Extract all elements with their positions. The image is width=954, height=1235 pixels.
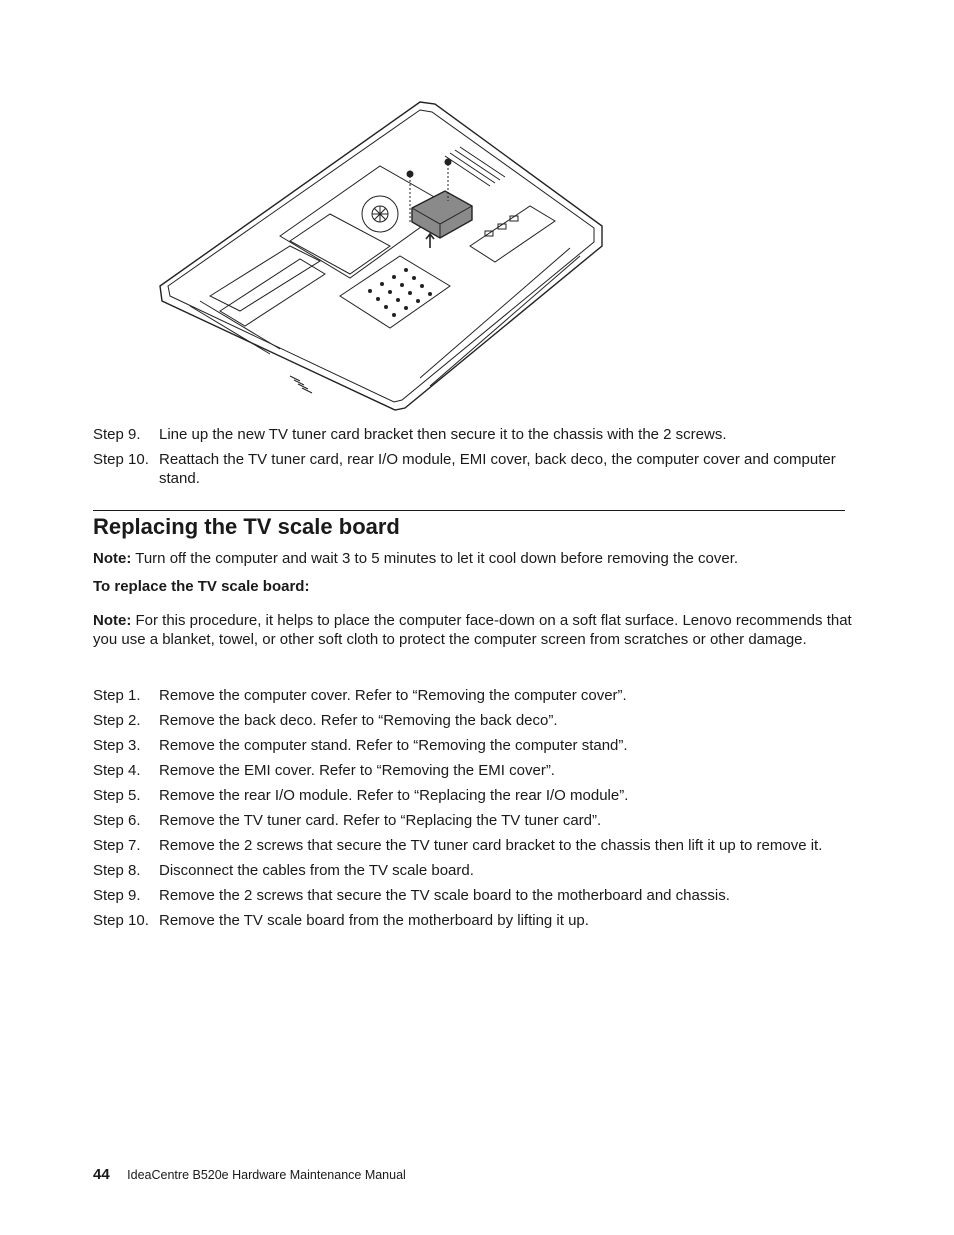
step-item (93, 425, 853, 444)
procedure-heading: To replace the TV scale board: (93, 578, 310, 595)
step-number: Step 7. (93, 837, 141, 854)
step-item (93, 761, 853, 780)
step-text: Remove the back deco. Refer to “Removing the back deco”. (159, 712, 558, 729)
step-text: Remove the TV scale board from the motherboard by lifting it up. (159, 912, 589, 929)
page-number: 44 (93, 1166, 110, 1183)
step-text: Remove the rear I/O module. Refer to “Replacing the rear I/O module”. (159, 787, 629, 804)
step-number: Step 6. (93, 812, 141, 829)
step-number: Step 9. (93, 426, 141, 443)
step-item (93, 811, 853, 830)
step-text: Remove the TV tuner card. Refer to “Replacing the TV tuner card”. (159, 812, 602, 829)
step-item (93, 836, 853, 855)
step-text: Remove the 2 screws that secure the TV scale board to the motherboard and chassis. (159, 887, 730, 904)
step-text: Line up the new TV tuner card bracket then secure it to the chassis with the 2 screws. (159, 426, 727, 443)
step-item (93, 786, 853, 805)
note-label: Note: (93, 612, 132, 629)
step-item (93, 450, 853, 488)
section-divider (93, 510, 845, 511)
step-text: Remove the computer cover. Refer to “Removing the computer cover”. (159, 687, 627, 704)
step-text: Remove the computer stand. Refer to “Removing the computer stand”. (159, 737, 628, 754)
note-text: Turn off the computer and wait 3 to 5 minutes to let it cool down before removing the cover. (135, 550, 739, 567)
note-label: Note: (93, 550, 132, 567)
step-number: Step 4. (93, 762, 141, 779)
step-number: Step 10. (93, 451, 149, 468)
step-item (93, 861, 853, 880)
top-steps-list (93, 425, 853, 488)
step-number: Step 3. (93, 737, 141, 754)
note-text: For this procedure, it helps to place the computer face-down on a soft flat surface. Lenovo recommends that you use a blanket, towel, or other soft cloth to protect the computer screen from scratches or other damage. (93, 612, 852, 648)
step-text: Disconnect the cables from the TV scale board. (159, 862, 474, 879)
procedure-steps-list (93, 686, 853, 930)
step-text: Remove the 2 screws that secure the TV tuner card bracket to the chassis then lift it up to remove it. (159, 837, 823, 854)
manual-title: IdeaCentre B520e Hardware Maintenance Manual (127, 1168, 406, 1182)
step-item (93, 886, 853, 905)
step-item (93, 686, 853, 705)
step-item (93, 736, 853, 755)
note-cool-down (93, 549, 853, 568)
section-title: Replacing the TV scale board (93, 514, 400, 539)
step-number: Step 10. (93, 912, 149, 929)
step-number: Step 9. (93, 887, 141, 904)
step-item (93, 711, 853, 730)
step-text: Remove the EMI cover. Refer to “Removing the EMI cover”. (159, 762, 555, 779)
step-number: Step 2. (93, 712, 141, 729)
step-number: Step 1. (93, 687, 141, 704)
step-number: Step 5. (93, 787, 141, 804)
note-surface (93, 611, 853, 649)
step-number: Step 8. (93, 862, 141, 879)
step-text: Reattach the TV tuner card, rear I/O module, EMI cover, back deco, the computer cover and computer stand. (159, 451, 836, 487)
page-footer (93, 1166, 406, 1184)
step-item (93, 911, 853, 930)
chassis-illustration (150, 96, 610, 418)
